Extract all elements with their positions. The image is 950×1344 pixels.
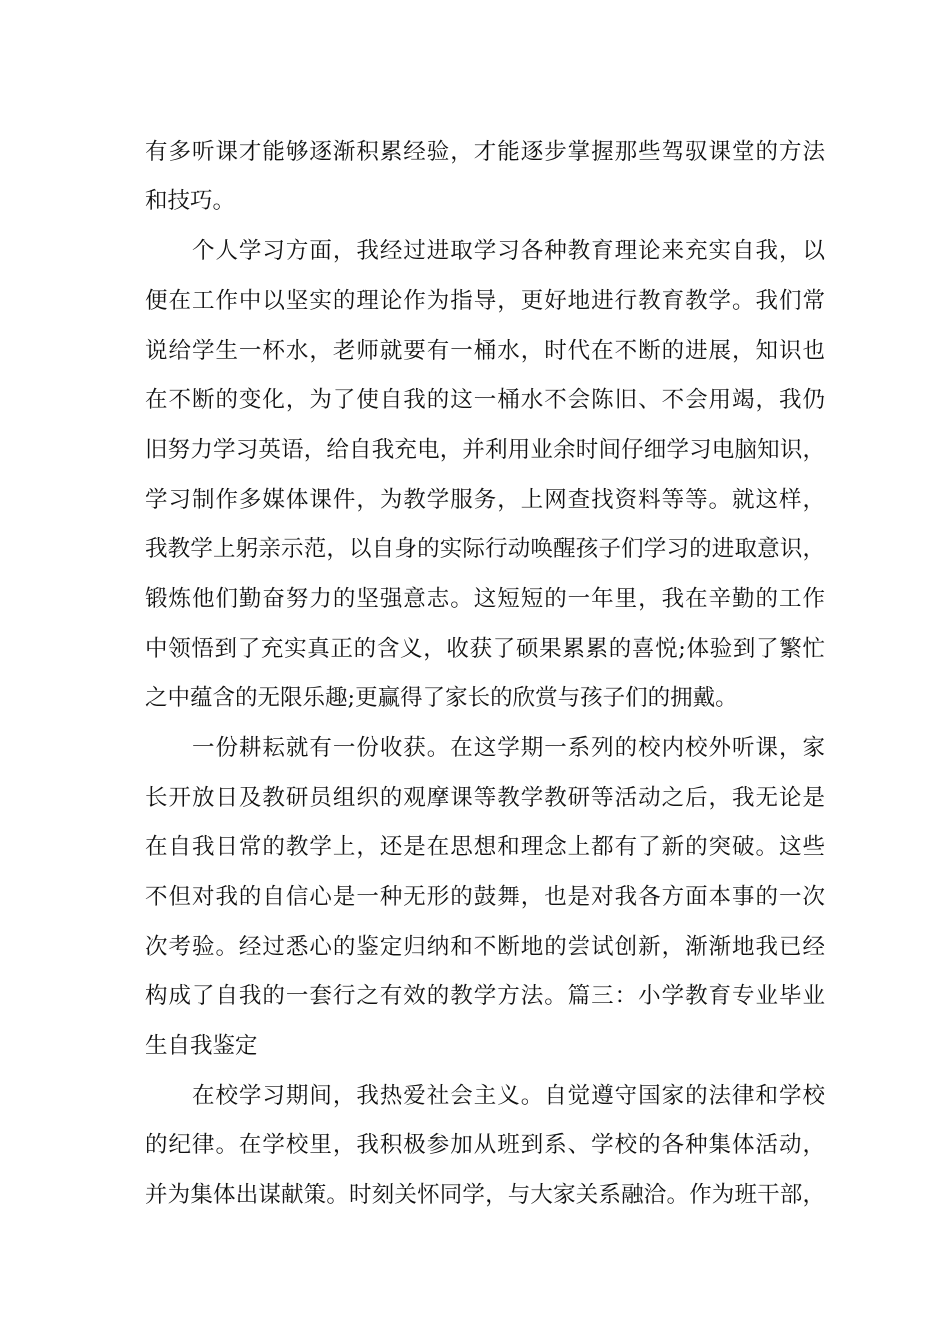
text-line: 并为集体出谋献策。时刻关怀同学，与大家关系融洽。作为班干部， bbox=[145, 1182, 825, 1208]
text-line: 在自我日常的教学上，还是在思想和理念上都有了新的突破。这些 bbox=[145, 834, 825, 860]
text-line: 便在工作中以坚实的理论作为指导，更好地进行教育教学。我们常 bbox=[145, 288, 825, 314]
text-line: 长开放日及教研员组织的观摩课等教学教研等活动之后，我无论是 bbox=[145, 785, 825, 811]
text-line: 学习制作多媒体课件，为教学服务，上网查找资料等等。就这样， bbox=[145, 487, 825, 513]
text-line: 有多听课才能够逐渐积累经验，才能逐步掌握那些驾驭课堂的方法 bbox=[145, 139, 825, 165]
text-line: 不但对我的自信心是一种无形的鼓舞，也是对我各方面本事的一次 bbox=[145, 884, 825, 910]
text-line: 一份耕耘就有一份收获。在这学期一系列的校内校外听课，家 bbox=[145, 735, 825, 761]
text-line: 之中蕴含的无限乐趣;更赢得了家长的欣赏与孩子们的拥戴。 bbox=[145, 685, 738, 711]
text-line: 锻炼他们勤奋努力的坚强意志。这短短的一年里，我在辛勤的工作 bbox=[145, 586, 825, 612]
text-line: 次考验。经过悉心的鉴定归纳和不断地的尝试创新，渐渐地我已经 bbox=[145, 934, 825, 960]
text-line: 和技巧。 bbox=[145, 188, 236, 214]
text-line: 个人学习方面，我经过进取学习各种教育理论来充实自我，以 bbox=[145, 238, 825, 264]
text-line: 构成了自我的一套行之有效的教学方法。篇三：小学教育专业毕业 bbox=[145, 983, 825, 1009]
text-line: 我教学上躬亲示范，以自身的实际行动唤醒孩子们学习的进取意识， bbox=[145, 536, 825, 562]
text-line: 说给学生一杯水，老师就要有一桶水，时代在不断的进展，知识也 bbox=[145, 338, 825, 364]
text-line: 的纪律。在学校里，我积极参加从班到系、学校的各种集体活动， bbox=[145, 1132, 825, 1158]
text-line: 生自我鉴定 bbox=[145, 1033, 258, 1059]
text-line: 旧努力学习英语，给自我充电，并利用业余时间仔细学习电脑知识， bbox=[145, 437, 825, 463]
text-line: 中领悟到了充实真正的含义，收获了硕果累累的喜悦;体验到了繁忙 bbox=[145, 636, 825, 662]
text-line: 在校学习期间，我热爱社会主义。自觉遵守国家的法律和学校 bbox=[145, 1083, 825, 1109]
text-line: 在不断的变化，为了使自我的这一桶水不会陈旧、不会用竭，我仍 bbox=[145, 387, 825, 413]
